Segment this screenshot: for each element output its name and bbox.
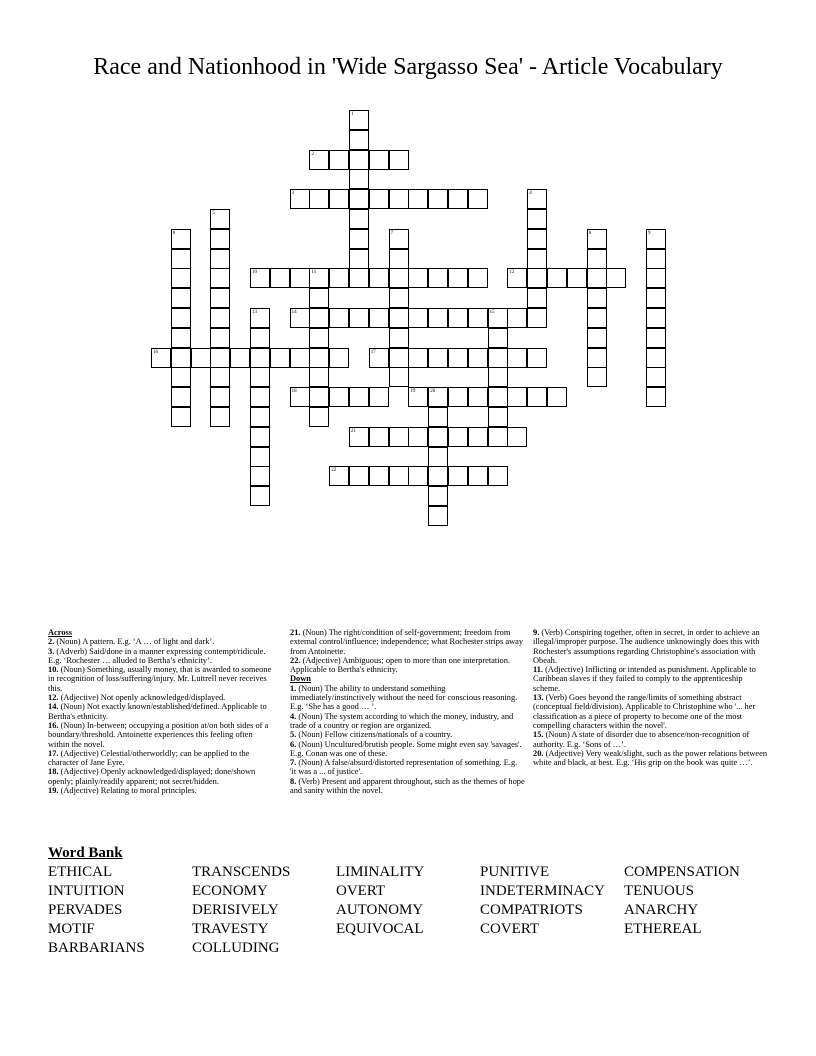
grid-clue-number: 2	[311, 151, 314, 157]
clue-text: (Verb) Goes beyond the range/limits of something abstract (conceptual field/division). Applicable to Christophine who '... her classification as a piece of property to become one of the most compelling characters within the novel'.	[533, 693, 756, 730]
grid-cell[interactable]	[468, 189, 488, 209]
word-bank-item: ANARCHY	[624, 902, 699, 918]
grid-cell[interactable]	[488, 387, 508, 407]
grid-cell[interactable]	[527, 288, 547, 308]
grid-cell[interactable]	[408, 348, 428, 368]
clue-text: (Adverb) Said/done in a manner expressing contempt/ridicule. E.g. ‘Rochester … alluded to Bertha’s ethnicity’.	[48, 646, 266, 665]
grid-cell[interactable]	[250, 466, 270, 486]
clue-item	[290, 730, 525, 739]
clue-text: (Adjective) Relating to moral principles.	[60, 786, 197, 796]
grid-cell[interactable]	[250, 427, 270, 447]
clue-text: (Noun) Uncultured/brutish people. Some might even say 'savages'. E.g. Conan was one of these.	[290, 739, 522, 758]
grid-cell[interactable]	[448, 427, 468, 447]
clue-text: (Noun) The ability to understand something immediately/instinctively without the need for conscious reasoning. E.g. ‘She has a good … ’.	[290, 683, 518, 712]
word-bank-item: TENUOUS	[624, 883, 694, 899]
grid-cell[interactable]	[270, 268, 290, 288]
clue-number: 2.	[48, 637, 55, 647]
across-heading: Across	[48, 628, 73, 637]
clue-item	[48, 637, 273, 646]
grid-cell[interactable]	[349, 150, 369, 170]
clue-item	[48, 721, 273, 749]
clue-item	[290, 758, 525, 777]
grid-cell[interactable]	[527, 308, 547, 328]
grid-cell[interactable]	[309, 268, 329, 288]
grid-cell[interactable]	[369, 150, 389, 170]
grid-clue-number: 9	[648, 230, 651, 236]
clue-item	[290, 628, 525, 656]
clue-item	[533, 749, 768, 768]
grid-cell[interactable]	[369, 348, 389, 368]
clue-item	[48, 749, 273, 768]
grid-cell[interactable]	[369, 427, 389, 447]
grid-cell[interactable]	[171, 328, 191, 348]
grid-cell[interactable]	[488, 466, 508, 486]
grid-cell[interactable]	[408, 387, 428, 407]
grid-cell[interactable]	[369, 308, 389, 328]
grid-clue-number: 3	[291, 191, 295, 197]
clue-text: (Noun) A false/absurd/distorted representation of something. E.g. 'it was a ... of justice'.	[290, 758, 518, 777]
grid-cell[interactable]	[210, 348, 230, 368]
clue-item	[48, 647, 273, 666]
clue-text: (Noun) A state of disorder due to absence/non-recognition of authority. E.g. ‘Sons of …’.	[533, 730, 750, 749]
grid-cell[interactable]	[408, 466, 428, 486]
grid-cell[interactable]	[171, 229, 191, 249]
grid-clue-number: 21	[351, 428, 356, 434]
grid-cell[interactable]	[527, 348, 547, 368]
grid-cell[interactable]	[250, 447, 270, 467]
grid-cell[interactable]	[230, 348, 250, 368]
grid-cell[interactable]	[488, 407, 508, 427]
grid-cell[interactable]	[428, 387, 448, 407]
grid-cell[interactable]	[151, 348, 171, 368]
grid-cell[interactable]	[488, 367, 508, 387]
grid-cell[interactable]	[389, 189, 409, 209]
down-heading: Down	[290, 674, 311, 684]
grid-cell[interactable]	[389, 466, 409, 486]
grid-cell[interactable]	[171, 268, 191, 288]
word-bank-item: BARBARIANS	[48, 940, 145, 956]
grid-cell[interactable]	[329, 150, 349, 170]
grid-cell[interactable]	[250, 486, 270, 506]
grid-cell[interactable]	[527, 387, 547, 407]
clue-item	[48, 767, 273, 786]
clue-number: 8.	[290, 776, 297, 786]
grid-cell[interactable]	[389, 150, 409, 170]
grid-cell[interactable]	[349, 268, 369, 288]
grid-cell[interactable]	[210, 328, 230, 348]
grid-cell[interactable]	[329, 466, 349, 486]
grid-cell[interactable]	[210, 367, 230, 387]
grid-cell[interactable]	[646, 268, 666, 288]
clue-number: 11.	[533, 665, 544, 675]
grid-clue-number: 20	[430, 389, 436, 395]
grid-cell[interactable]	[250, 308, 270, 328]
grid-cell[interactable]	[290, 348, 310, 368]
grid-cell[interactable]	[646, 367, 666, 387]
grid-cell[interactable]	[468, 427, 488, 447]
grid-cell[interactable]	[210, 387, 230, 407]
grid-cell[interactable]	[309, 367, 329, 387]
grid-cell[interactable]	[171, 367, 191, 387]
grid-cell[interactable]	[389, 268, 409, 288]
grid-clue-number: 5	[212, 211, 215, 216]
grid-cell[interactable]	[171, 249, 191, 269]
grid-cell[interactable]	[428, 427, 448, 447]
grid-cell[interactable]	[587, 268, 607, 288]
grid-cell[interactable]	[488, 328, 508, 348]
grid-cell[interactable]	[468, 387, 488, 407]
down-clue-list-continued	[533, 628, 768, 767]
grid-cell[interactable]	[309, 308, 329, 328]
grid-cell[interactable]	[389, 308, 409, 328]
grid-cell[interactable]	[646, 229, 666, 249]
grid-clue-number: 13	[252, 310, 257, 315]
grid-clue-number: 14	[291, 310, 297, 315]
grid-cell[interactable]	[468, 466, 488, 486]
clue-text: (Noun) The right/condition of self-government; freedom from external control/influence; independence; what Rochester strips away from Antoinette.	[290, 628, 524, 656]
grid-cell[interactable]	[309, 150, 329, 170]
clue-number: 14.	[48, 702, 59, 712]
grid-cell[interactable]	[428, 447, 448, 467]
grid-cell[interactable]	[587, 367, 607, 387]
grid-cell[interactable]	[210, 229, 230, 249]
clue-item	[533, 693, 768, 730]
clue-number: 21.	[290, 628, 301, 637]
grid-cell[interactable]	[428, 486, 448, 506]
grid-cell[interactable]	[468, 308, 488, 328]
grid-cell[interactable]	[290, 268, 310, 288]
grid-cell[interactable]	[171, 288, 191, 308]
word-bank-item: ETHICAL	[48, 864, 113, 880]
grid-cell[interactable]	[488, 427, 508, 447]
grid-cell[interactable]	[329, 308, 349, 328]
clue-number: 6.	[290, 739, 297, 749]
clue-number: 16.	[48, 720, 59, 730]
clue-item	[290, 712, 525, 731]
grid-clue-number: 1	[351, 112, 354, 117]
grid-cell[interactable]	[587, 288, 607, 308]
grid-cell[interactable]	[369, 268, 389, 288]
grid-cell[interactable]	[369, 387, 389, 407]
word-bank-item: MOTIF	[48, 921, 95, 937]
grid-cell[interactable]	[408, 189, 428, 209]
grid-cell[interactable]	[309, 348, 329, 368]
clue-number: 3.	[48, 646, 55, 656]
clue-number: 17.	[48, 748, 59, 758]
clue-number: 22.	[290, 655, 301, 665]
word-bank-item: PUNITIVE	[480, 864, 550, 880]
clue-text: (Noun) Fellow citizens/nationals of a country.	[298, 730, 453, 740]
grid-cell[interactable]	[309, 288, 329, 308]
clue-number: 18.	[48, 767, 59, 777]
clue-text: (Adjective) Inflicting or intended as punishment. Applicable to Caribbean slaves if they failed to comply to the apprenticeship scheme.	[533, 665, 756, 693]
grid-cell[interactable]	[389, 328, 409, 348]
clue-text: (Adjective) Not openly acknowledged/displayed.	[60, 693, 226, 703]
grid-cell[interactable]	[309, 387, 329, 407]
grid-cell[interactable]	[488, 308, 508, 328]
grid-clue-number: 4	[529, 191, 532, 197]
clue-number: 13.	[533, 693, 544, 703]
grid-cell[interactable]	[507, 427, 527, 447]
clues-column-3	[533, 628, 768, 767]
across-clue-list	[48, 637, 273, 795]
grid-cell[interactable]	[389, 427, 409, 447]
word-bank-item: TRANSCENDS	[192, 864, 291, 880]
grid-cell[interactable]	[448, 387, 468, 407]
grid-cell[interactable]	[587, 229, 607, 249]
grid-cell[interactable]	[448, 466, 468, 486]
clue-text: (Noun) The system according to which the money, industry, and trade of a country or region are organized.	[290, 711, 514, 730]
grid-cell[interactable]	[408, 427, 428, 447]
grid-cell[interactable]	[349, 249, 369, 269]
grid-cell[interactable]	[309, 407, 329, 427]
grid-cell[interactable]	[349, 209, 369, 229]
grid-cell[interactable]	[587, 328, 607, 348]
word-bank-item: COLLUDING	[192, 940, 280, 956]
grid-cell[interactable]	[468, 268, 488, 288]
word-bank-item: TRAVESTY	[192, 921, 269, 937]
grid-cell[interactable]	[290, 189, 310, 209]
clue-item	[533, 665, 768, 693]
grid-cell[interactable]	[428, 189, 448, 209]
word-bank-item: AUTONOMY	[336, 902, 424, 918]
clue-text: (Adjective) Ambiguous; open to more than one interpretation. Applicable to Bertha's ethnicity.	[290, 655, 511, 675]
grid-cell[interactable]	[646, 348, 666, 368]
clue-item	[290, 777, 525, 796]
grid-cell[interactable]	[389, 288, 409, 308]
clue-number: 9.	[533, 628, 540, 637]
grid-cell[interactable]	[329, 189, 349, 209]
grid-cell[interactable]	[210, 209, 230, 229]
grid-cell[interactable]	[369, 466, 389, 486]
grid-cell[interactable]	[250, 268, 270, 288]
clue-item	[533, 730, 768, 749]
grid-clue-number: 15	[489, 310, 495, 315]
grid-clue-number: 16	[153, 349, 158, 355]
grid-cell[interactable]	[171, 348, 191, 368]
clue-number: 20.	[533, 748, 544, 758]
grid-cell[interactable]	[171, 387, 191, 407]
clue-number: 7.	[290, 758, 297, 768]
grid-cell[interactable]	[587, 348, 607, 368]
grid-cell[interactable]	[408, 268, 428, 288]
grid-cell[interactable]	[646, 308, 666, 328]
grid-clue-number: 11	[311, 270, 317, 276]
grid-clue-number: 10	[252, 270, 257, 276]
clue-text: (Noun) In-between; occupying a position at/on both sides of a boundary/threshold. Antoinette experiences this feeling often within the novel.	[48, 720, 269, 749]
grid-clue-number: 19	[410, 389, 416, 395]
clue-item	[290, 740, 525, 759]
grid-cell[interactable]	[428, 466, 448, 486]
grid-cell[interactable]	[646, 387, 666, 407]
clue-item	[48, 693, 273, 702]
grid-cell[interactable]	[448, 189, 468, 209]
grid-clue-number: 17	[370, 349, 376, 355]
clue-item	[48, 702, 273, 721]
grid-cell[interactable]	[587, 308, 607, 328]
grid-cell[interactable]	[329, 268, 349, 288]
grid-cell[interactable]	[389, 249, 409, 269]
clue-text: (Adjective) Celestial/otherworldly; can be applied to the character of Jane Eyre.	[48, 748, 250, 768]
grid-cell[interactable]	[488, 348, 508, 368]
grid-cell[interactable]	[468, 348, 488, 368]
word-bank-item: OVERT	[336, 883, 386, 899]
grid-cell[interactable]	[587, 249, 607, 269]
grid-clue-number: 6	[172, 230, 176, 236]
grid-cell[interactable]	[408, 308, 428, 328]
grid-cell[interactable]	[527, 189, 547, 209]
grid-cell[interactable]	[428, 348, 448, 368]
grid-clue-number: 18	[291, 389, 297, 395]
grid-cell[interactable]	[171, 308, 191, 328]
grid-cell[interactable]	[309, 328, 329, 348]
grid-cell[interactable]	[349, 110, 369, 130]
grid-cell[interactable]	[210, 249, 230, 269]
grid-cell[interactable]	[250, 367, 270, 387]
grid-cell[interactable]	[428, 308, 448, 328]
grid-cell[interactable]	[250, 348, 270, 368]
grid-cell[interactable]	[527, 229, 547, 249]
clue-text: (Noun) Not exactly known/established/defined. Applicable to Bertha's ethnicity.	[48, 702, 267, 721]
grid-cell[interactable]	[191, 348, 211, 368]
down-clue-list	[290, 684, 525, 796]
grid-cell[interactable]	[349, 229, 369, 249]
grid-cell[interactable]	[527, 268, 547, 288]
grid-cell[interactable]	[250, 328, 270, 348]
clue-text: (Noun) Something, usually money, that is awarded to someone in recognition of loss/suffering/injury. Mr. Luttrell never receives this.	[48, 665, 272, 693]
word-bank-item: ECONOMY	[192, 883, 268, 899]
grid-clue-number: 7	[390, 230, 394, 236]
clue-number: 5.	[290, 730, 297, 740]
grid-cell[interactable]	[646, 288, 666, 308]
word-bank-heading: Word Bank	[48, 845, 123, 861]
grid-cell[interactable]	[329, 348, 349, 368]
grid-cell[interactable]	[369, 189, 389, 209]
across-clue-list-continued	[290, 628, 525, 674]
grid-cell[interactable]	[646, 249, 666, 269]
clue-number: 19.	[48, 786, 59, 796]
grid-cell[interactable]	[428, 268, 448, 288]
grid-cell[interactable]	[210, 288, 230, 308]
word-bank-item: COMPENSATION	[624, 864, 740, 880]
grid-cell[interactable]	[329, 387, 349, 407]
grid-cell[interactable]	[349, 189, 369, 209]
word-bank-item: COMPATRIOTS	[480, 902, 583, 918]
grid-cell[interactable]	[349, 387, 369, 407]
clue-item	[290, 684, 525, 712]
grid-cell[interactable]	[270, 348, 290, 368]
grid-cell[interactable]	[349, 427, 369, 447]
grid-cell[interactable]	[606, 268, 626, 288]
word-bank-item: DERISIVELY	[192, 902, 279, 918]
grid-clue-number: 12	[509, 270, 515, 276]
grid-cell[interactable]	[389, 367, 409, 387]
grid-cell[interactable]	[646, 328, 666, 348]
clue-item	[48, 786, 273, 795]
word-bank-item: PERVADES	[48, 902, 123, 918]
word-bank-item: INDETERMINACY	[480, 883, 605, 899]
grid-cell[interactable]	[349, 130, 369, 150]
grid-cell[interactable]	[448, 348, 468, 368]
grid-cell[interactable]	[210, 407, 230, 427]
clue-number: 4.	[290, 711, 297, 721]
clue-text: (Noun) A pattern. E.g. ‘A … of light and dark’.	[56, 637, 215, 647]
grid-cell[interactable]	[349, 466, 369, 486]
grid-cell[interactable]	[428, 407, 448, 427]
clue-text: (Adjective) Very weak/slight, such as the power relations between white and black, at best. E.g. ‘His grip on the book was quite …’.	[533, 748, 768, 768]
grid-cell[interactable]	[349, 308, 369, 328]
clue-item	[533, 628, 768, 665]
grid-cell[interactable]	[507, 268, 527, 288]
grid-cell[interactable]	[349, 169, 369, 189]
grid-cell[interactable]	[448, 308, 468, 328]
grid-cell[interactable]	[171, 407, 191, 427]
word-bank-item: EQUIVOCAL	[336, 921, 424, 937]
clues-column-2	[290, 628, 525, 795]
word-bank-item: ETHEREAL	[624, 921, 702, 937]
page-title: Race and Nationhood in 'Wide Sargasso Sea' - Article Vocabulary	[93, 54, 723, 80]
grid-cell[interactable]	[507, 308, 527, 328]
grid-cell[interactable]	[507, 348, 527, 368]
clue-number: 10.	[48, 665, 59, 675]
grid-cell[interactable]	[290, 387, 310, 407]
grid-cell[interactable]	[547, 268, 567, 288]
clue-number: 12.	[48, 693, 59, 703]
grid-cell[interactable]	[210, 268, 230, 288]
clue-text: (Verb) Present and apparent throughout, such as the themes of hope and sanity within the novel.	[290, 776, 525, 796]
clue-text: (Adjective) Openly acknowledged/displayed; done/shown openly; plainly/readily apparent; not secret/hidden.	[48, 767, 256, 786]
grid-cell[interactable]	[250, 407, 270, 427]
grid-clue-number: 8	[588, 230, 592, 236]
grid-cell[interactable]	[527, 249, 547, 269]
grid-cell[interactable]	[507, 387, 527, 407]
grid-cell[interactable]	[448, 268, 468, 288]
grid-cell[interactable]	[290, 308, 310, 328]
clue-item	[290, 656, 525, 675]
clue-item	[48, 665, 273, 693]
grid-cell[interactable]	[428, 506, 448, 526]
grid-cell[interactable]	[389, 229, 409, 249]
grid-cell[interactable]	[389, 348, 409, 368]
grid-cell[interactable]	[309, 189, 329, 209]
grid-cell[interactable]	[567, 268, 587, 288]
grid-cell[interactable]	[547, 387, 567, 407]
grid-cell[interactable]	[527, 209, 547, 229]
grid-cell[interactable]	[250, 387, 270, 407]
clue-number: 15.	[533, 730, 544, 740]
word-bank-item: LIMINALITY	[336, 864, 425, 880]
word-bank-item: INTUITION	[48, 883, 125, 899]
clue-number: 1.	[290, 683, 297, 693]
grid-cell[interactable]	[210, 308, 230, 328]
clue-text: (Verb) Conspiring together, often in secret, in order to achieve an illegal/improper purpose. The audience unknowingly does this with Rochester's assumptions regarding Christophine's association with Obeah.	[533, 628, 760, 665]
word-bank-item: COVERT	[480, 921, 540, 937]
grid-clue-number: 22	[331, 468, 337, 474]
clues-column-1	[48, 628, 273, 795]
